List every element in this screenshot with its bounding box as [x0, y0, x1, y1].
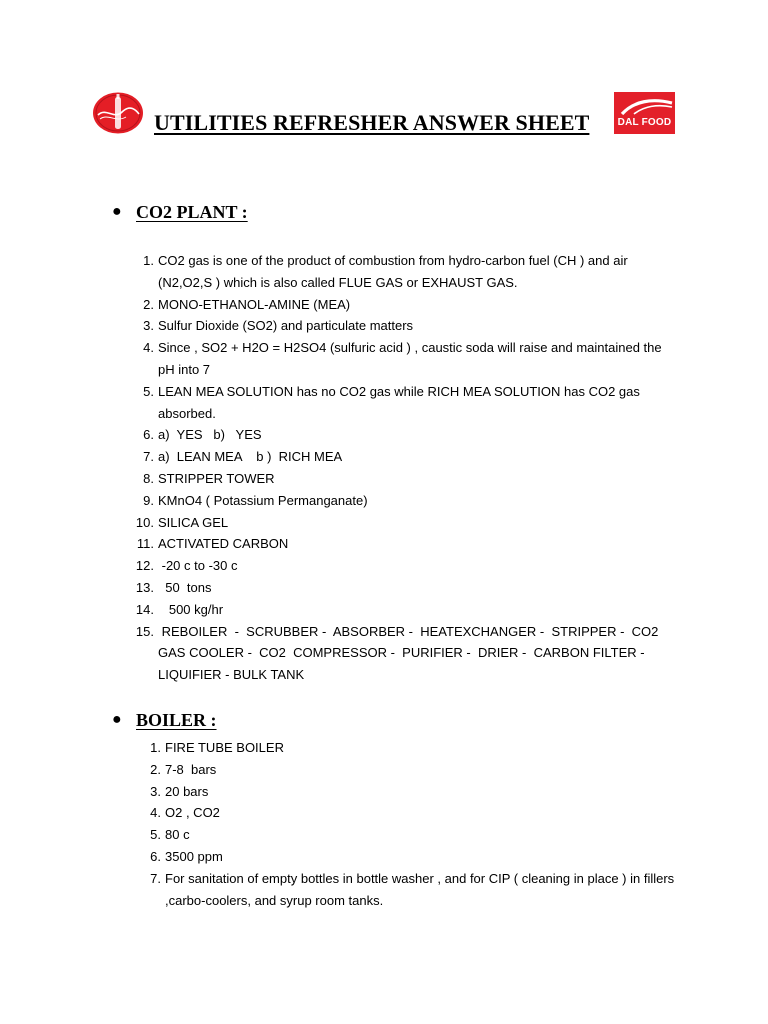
- list-item: 7. a) LEAN MEA b ) RICH MEA: [143, 449, 343, 465]
- list-item: 2. 7-8 bars: [150, 761, 217, 777]
- list-item: 10. SILICA GEL: [135, 514, 229, 530]
- list-item: 12. -20 c to -30 c: [135, 558, 238, 574]
- coca-cola-logo: [92, 92, 144, 134]
- boiler-answer-list: [150, 737, 685, 911]
- dal-food-brand-text: DAL FOOD: [617, 117, 672, 128]
- list-item: 6. a) YES b) YES: [143, 427, 262, 443]
- list-item: 8. STRIPPER TOWER: [143, 470, 275, 486]
- section-heading-boiler: [112, 710, 217, 731]
- list-item: 2. MONO-ETHANOL-AMINE (MEA): [143, 296, 351, 312]
- list-item: 4. O2 , CO2: [150, 805, 220, 821]
- bullet-icon: ●: [112, 203, 122, 220]
- list-item: 3. 20 bars: [150, 783, 209, 799]
- list-item: 3. Sulfur Dioxide (SO2) and particulate matters: [143, 318, 414, 334]
- list-item: 13. 50 tons: [135, 579, 212, 595]
- section-heading-label: BOILER :: [136, 710, 217, 730]
- bullet-icon: ●: [112, 711, 122, 728]
- list-item: 1. FIRE TUBE BOILER: [150, 740, 284, 755]
- section-heading-label: CO2 PLANT :: [136, 202, 248, 222]
- page-title: UTILITIES REFRESHER ANSWER SHEET: [154, 110, 590, 135]
- section-heading-co2-plant: [112, 202, 248, 223]
- co2-plant-answer-list: [135, 250, 678, 686]
- list-item: 14. 500 kg/hr: [135, 601, 224, 617]
- list-item: 11. ACTIVATED CARBON: [136, 536, 289, 552]
- list-item: 7. For sanitation of empty bottles in bottle washer , and for CIP ( cleaning in place ) in fillers ,carbo-coolers, and syrup room tanks.: [150, 870, 675, 908]
- list-item: 1. CO2 gas is one of the product of combustion from hydro-carbon fuel (CH ) and air (N2,O2,S ) which is also called FLUE GAS or EXHAUST GAS.: [143, 253, 628, 290]
- list-item: 15. REBOILER - SCRUBBER - ABSORBER - HEATEXCHANGER - STRIPPER - CO2 GAS COOLER - CO2 COMPRESSOR - PURIFIER - DRIER - CARBON FILTER - LIQUIFIER - BULK TANK: [135, 623, 662, 683]
- list-item: 5. 80 c: [150, 827, 190, 843]
- list-item: 6. 3500 ppm: [150, 848, 223, 864]
- dal-food-logo: [614, 92, 675, 134]
- list-item: 4. Since , SO2 + H2O = H2SO4 (sulfuric acid ) , caustic soda will raise and maintained the pH into 7: [143, 340, 662, 377]
- list-item: 5. LEAN MEA SOLUTION has no CO2 gas while RICH MEA SOLUTION has CO2 gas absorbed.: [143, 383, 640, 421]
- list-item: 9. KMnO4 ( Potassium Permanganate): [143, 492, 368, 508]
